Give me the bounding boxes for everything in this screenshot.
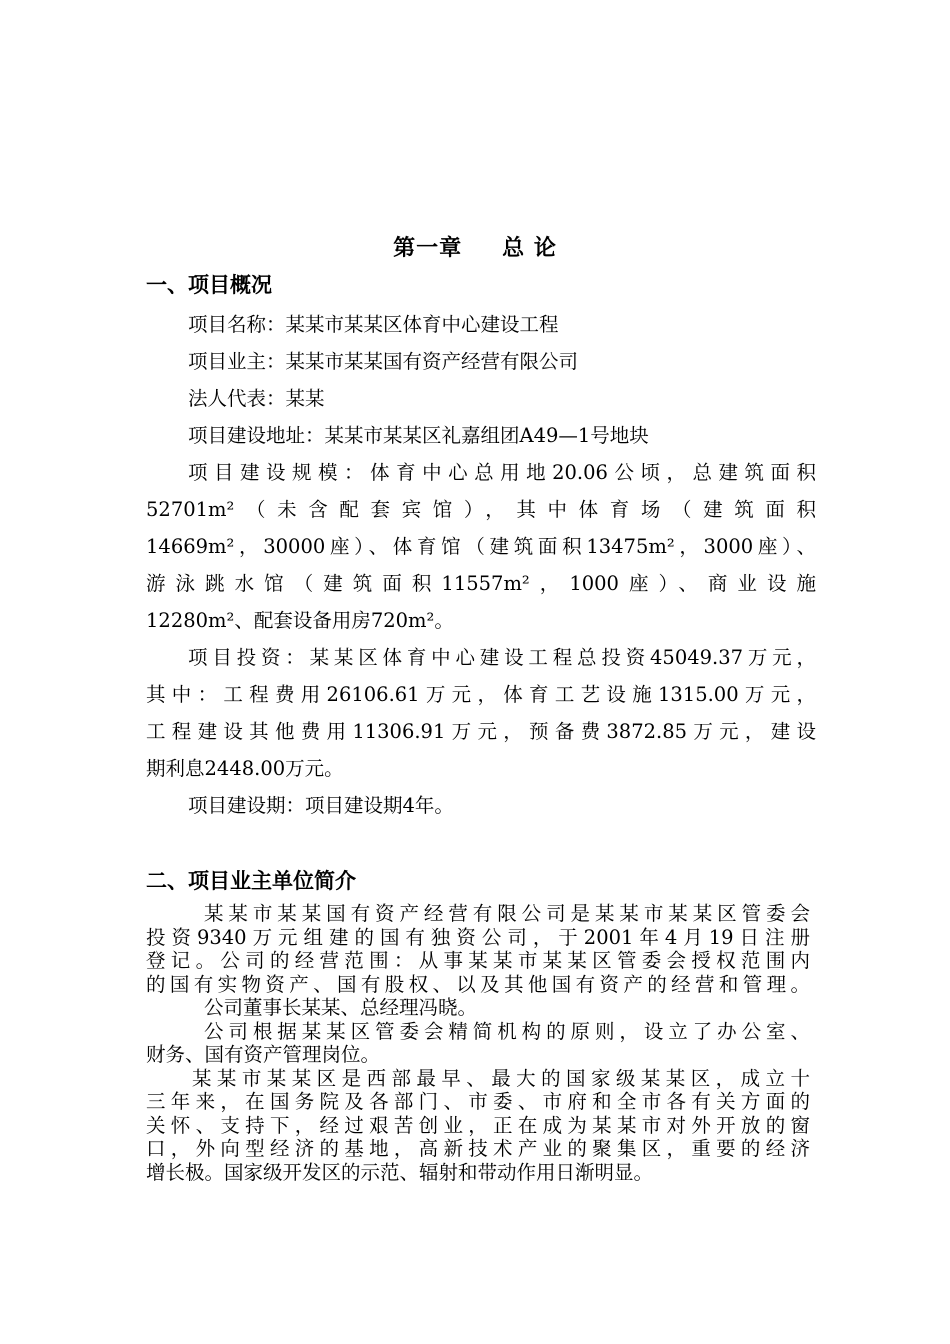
section2-heading: 二、项目业主单位简介 xyxy=(146,869,356,893)
scale-line-3: 14669m²，30000座）、体育馆（建筑面积13475m²，3000座）、 xyxy=(146,535,816,558)
district-intro-line-4: 口，外向型经济的基地，高新技术产业的聚集区，重要的经济 xyxy=(146,1137,810,1160)
company-leaders: 公司董事长某某、总经理冯晓。 xyxy=(204,996,478,1019)
scale-line-1: 项目建设规模：体育中心总用地20.06公顷，总建筑面积 xyxy=(188,461,816,484)
section1-body xyxy=(146,306,816,824)
district-intro-line-2: 三年来，在国务院及各部门、市委、市府和全市各有关方面的 xyxy=(146,1090,810,1113)
company-structure-line-1: 公司根据某某区管委会精简机构的原则，设立了办公室、 xyxy=(204,1019,810,1043)
company-intro-line-1: 某某市某某国有资产经营有限公司是某某市某某区管委会 xyxy=(204,902,810,925)
project-name: 项目名称：某某市某某区体育中心建设工程 xyxy=(188,313,559,336)
scale-line-5: 12280m²、配套设备用房720m²。 xyxy=(146,609,454,632)
investment-line-1: 项目投资：某某区体育中心建设工程总投资45049.37万元， xyxy=(188,646,816,669)
chapter-title xyxy=(0,232,950,266)
legal-representative: 法人代表：某某 xyxy=(188,387,325,410)
district-intro-line-3: 关怀、支持下，经过艰苦创业，正在成为某某市对外开放的窗 xyxy=(146,1113,810,1137)
investment-line-4: 期利息2448.00万元。 xyxy=(146,757,344,780)
scale-line-2: 52701m²（未含配套宾馆），其中体育场（建筑面积 xyxy=(146,498,816,521)
construction-period: 项目建设期：项目建设期4年。 xyxy=(188,794,454,817)
company-intro-line-4: 的国有实物资产、国有股权、以及其他国有资产的经营和管理。 xyxy=(146,972,810,996)
section1-heading: 一、项目概况 xyxy=(146,273,272,297)
district-intro-line-1: 某某市某某区是西部最早、最大的国家级某某区，成立十 xyxy=(192,1066,810,1090)
scale-line-4: 游泳跳水馆（建筑面积11557m²，1000座）、商业设施 xyxy=(146,572,816,595)
district-intro-line-5: 增长极。国家级开发区的示范、辐射和带动作用日渐明显。 xyxy=(146,1160,654,1184)
chapter-prefix: 第一章 xyxy=(393,236,463,261)
project-owner: 项目业主：某某市某某国有资产经营有限公司 xyxy=(188,350,579,373)
project-address: 项目建设地址：某某市某某区礼嘉组团A49—1号地块 xyxy=(188,424,649,447)
chapter-name: 总 论 xyxy=(502,236,557,261)
company-structure-line-2: 财务、国有资产管理岗位。 xyxy=(146,1043,381,1066)
section2-body xyxy=(146,902,810,1184)
investment-line-3: 工程建设其他费用11306.91万元，预备费3872.85万元，建设 xyxy=(146,720,816,743)
company-intro-line-2: 投资9340万元组建的国有独资公司，于2001年4月19日注册 xyxy=(146,925,810,949)
company-intro-line-3: 登记。公司的经营范围：从事某某市某某区管委会授权范围内 xyxy=(146,949,810,972)
investment-line-2: 其中：工程费用26106.61万元，体育工艺设施1315.00万元， xyxy=(146,683,816,706)
